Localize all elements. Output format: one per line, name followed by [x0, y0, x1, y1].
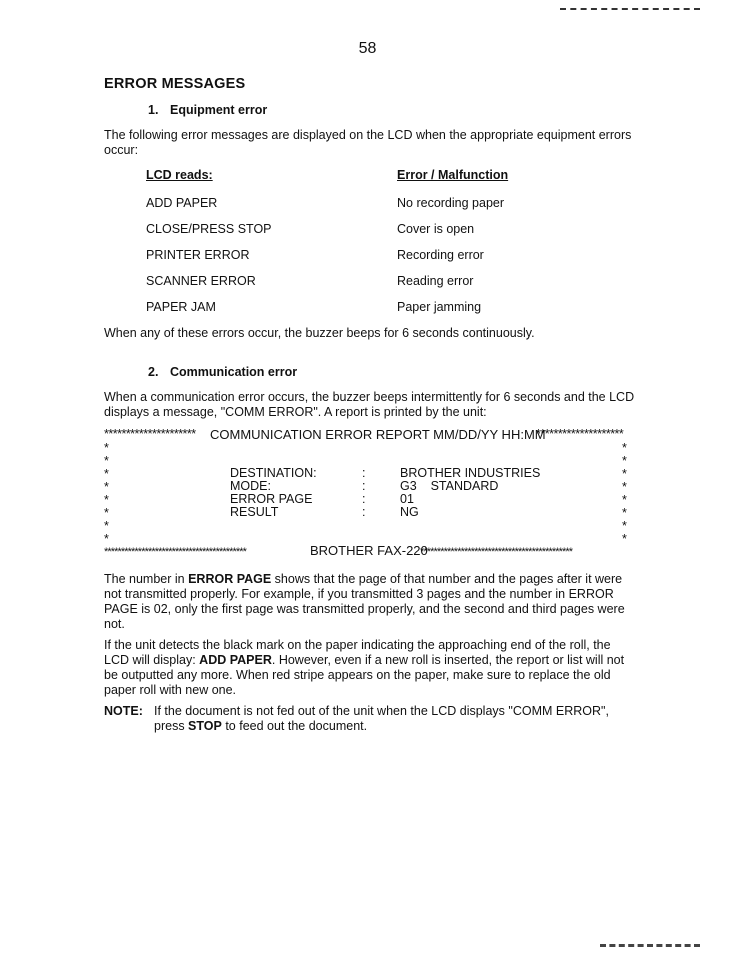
table-row-lcd: ADD PAPER [146, 196, 218, 210]
scan-artifact-top [560, 8, 700, 12]
table-row-error: No recording paper [397, 196, 505, 210]
table-row-lcd: PRINTER ERROR [146, 248, 250, 262]
report-field-label: ERROR PAGE [230, 492, 313, 506]
report-top-stars-right: ******************** [536, 427, 624, 441]
error-page-bold: ERROR PAGE [188, 572, 272, 586]
note-text-a: If the document is not fed out of the unit when the LCD displays "COMM ERROR", press [154, 704, 609, 733]
report-field-label: RESULT [230, 505, 279, 519]
equipment-error-number: 1. [148, 103, 159, 117]
report-side-star: * [622, 493, 627, 507]
report-side-star: * [622, 532, 627, 546]
report-side-star: * [622, 454, 627, 468]
report-side-star: * [104, 506, 109, 520]
report-field-sep: : [362, 505, 366, 519]
equipment-error-label: Equipment error [170, 103, 268, 117]
report-side-star: * [104, 532, 109, 546]
report-side-star: * [104, 519, 109, 533]
communication-error-label: Communication error [170, 365, 298, 379]
note-label: NOTE: [104, 704, 143, 718]
add-paper-bold: ADD PAPER [199, 653, 272, 667]
add-paper-paragraph [104, 638, 639, 698]
note-text-b: to feed out the document. [221, 719, 368, 733]
table-row-lcd: SCANNER ERROR [146, 274, 256, 288]
error-page-text-b: shows that the page of that number and the pages after it were not transmitted properly. For example, if you transmitted 3 pages and the number in ERROR PAGE is 02, only the first page was transmitted properly, and the second and third pages were not. [104, 572, 625, 631]
report-side-star: * [104, 441, 109, 455]
table-row-error: Paper jamming [397, 300, 482, 314]
table-row-error: Reading error [397, 274, 474, 288]
note-bold: STOP [188, 719, 222, 733]
table-row-lcd: PAPER JAM [146, 300, 216, 314]
report-side-star: * [104, 467, 109, 481]
add-paper-text-b: . However, even if a new roll is inserted, the report or list will not be outputted any more. When red stripe appears on the paper, make sure to replace the old paper roll with new one. [104, 653, 625, 697]
report-footer: BROTHER FAX-220 [310, 543, 428, 558]
equipment-error-heading [148, 103, 267, 117]
section-title: ERROR MESSAGES [104, 76, 246, 92]
communication-error-number: 2. [148, 365, 159, 379]
report-field-label: DESTINATION: [230, 466, 317, 480]
report-field-sep: : [362, 492, 366, 506]
table-row-lcd: CLOSE/PRESS STOP [146, 222, 272, 236]
scan-artifact-bottom [600, 944, 700, 949]
report-field-sep: : [362, 479, 366, 493]
report-field-sep: : [362, 466, 366, 480]
report-side-star: * [622, 480, 627, 494]
error-report [104, 426, 634, 561]
report-field-value: NG [400, 505, 419, 519]
report-side-star: * [622, 519, 627, 533]
error-page-text-a: The number in [104, 572, 189, 586]
table-row-error: Cover is open [397, 222, 475, 236]
lcd-reads-header: LCD reads: [146, 168, 213, 182]
report-top-stars-left: ********************* [104, 427, 196, 441]
equipment-error-intro: The following error messages are displayed on the LCD when the appropriate equipment errors occur: [104, 128, 632, 157]
report-field-label: MODE: [230, 479, 271, 493]
report-side-star: * [104, 454, 109, 468]
page-number: 58 [358, 40, 377, 57]
report-bottom-stars-right: ********************************************* [420, 546, 573, 558]
error-page-paragraph [104, 572, 639, 632]
report-bottom-stars-left: ****************************************** [104, 546, 246, 558]
note-text [154, 704, 639, 734]
report-side-star: * [622, 441, 627, 455]
equipment-error-outro: When any of these errors occur, the buzzer beeps for 6 seconds continuously. [104, 326, 535, 340]
report-side-star: * [622, 467, 627, 481]
table-row-error: Recording error [397, 248, 484, 262]
error-malfunction-header: Error / Malfunction [397, 168, 509, 182]
communication-error-intro: When a communication error occurs, the buzzer beeps intermittently for 6 seconds and the LCD displays a message, "COMM ERROR". A report is printed by the unit: [104, 390, 635, 419]
report-side-star: * [622, 506, 627, 520]
add-paper-text-a: If the unit detects the black mark on the paper indicating the approaching end of the roll, the LCD will display: [104, 638, 611, 667]
report-field-value: 01 [400, 492, 414, 506]
report-side-star: * [104, 480, 109, 494]
report-side-star: * [104, 493, 109, 507]
communication-error-heading [148, 365, 297, 379]
report-field-value: G3 STANDARD [400, 479, 499, 493]
report-header: COMMUNICATION ERROR REPORT MM/DD/YY HH:MM [210, 427, 546, 442]
report-field-value: BROTHER INDUSTRIES [400, 466, 541, 480]
